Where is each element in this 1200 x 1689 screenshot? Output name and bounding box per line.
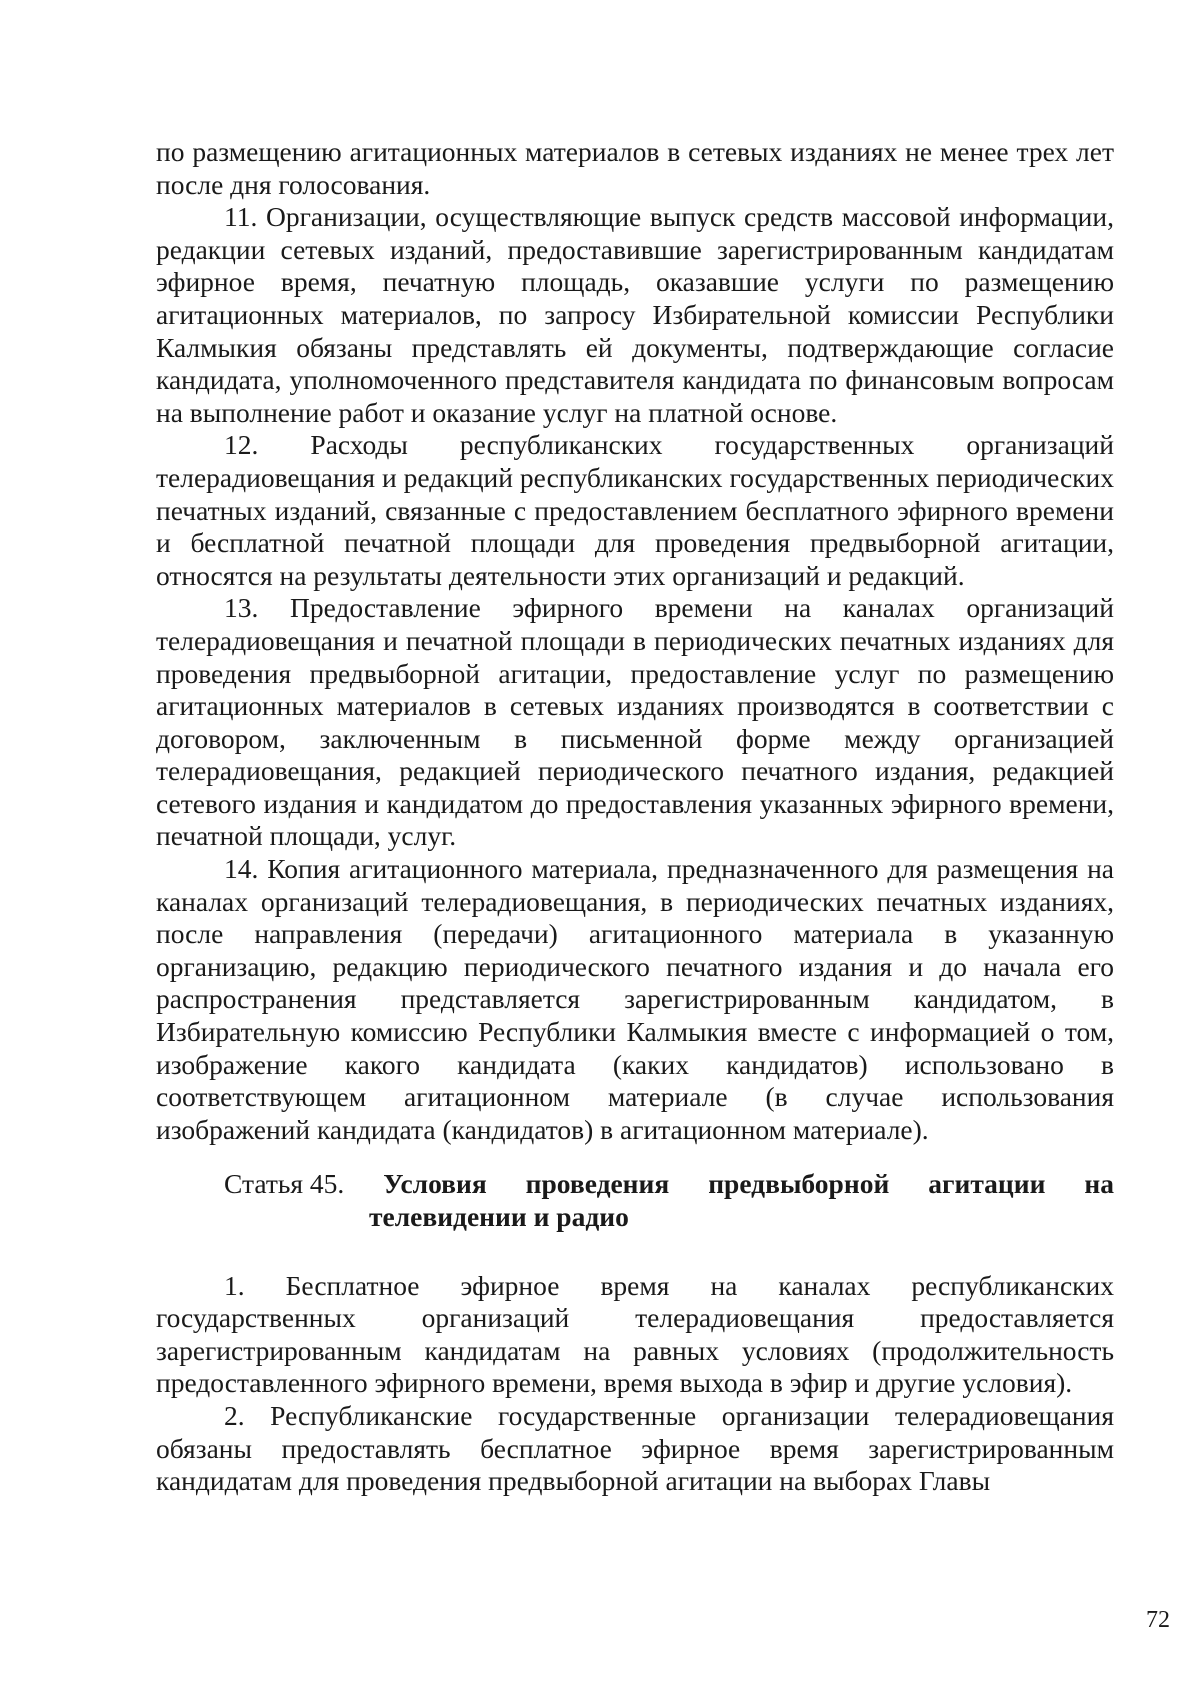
page-number: 72 [1146,1607,1170,1633]
article-title-word: проведения [525,1168,670,1200]
article-title-word: на [1084,1168,1114,1200]
paragraph: 1. Бесплатное эфирное время на каналах республиканских государственных организаций телерадиовещания предоставляется зарегистрированным кандидатам на равных условиях (продолжительность предоставленного эфирного времени, время выхода в эфир и другие условия). [156,1269,1114,1399]
paragraph: 14. Копия агитационного материала, предназначенного для размещения на каналах организаций телерадиовещания, в периодических печатных изданиях, после направления (передачи) агитационного материала в указанную организацию, редакцию периодического печатного издания и до начала его распространения представляется зарегистрированным кандидатом, в Избирательную комиссию Республики Калмыкия вместе с информацией о том, изображение какого кандидата (каких кандидатов) использовано в соответствующем агитационном материале (в случае использования изображений кандидата (кандидатов) в агитационном материале). [156,853,1114,1145]
paragraphs-after-article [156,1270,1114,1498]
article-label: Статья 45. [224,1168,345,1200]
article-title-word: Условия [383,1168,487,1200]
article-heading [156,1168,1114,1233]
article-heading-line1 [156,1168,1114,1201]
paragraph: по размещению агитационных материалов в сетевых изданиях не менее трех лет после дня голосования. [156,136,1114,200]
article-title-line2: телевидении и радио [369,1201,629,1232]
paragraph: 13. Предоставление эфирного времени на каналах организаций телерадиовещания и печатной площади в периодических печатных изданиях для проведения предвыборной агитации, предоставление услуг по размещению агитационных материалов в сетевых изданиях производятся в соответствии с договором, заключенным в письменной форме между организацией телерадиовещания, редакцией периодического печатного издания, редакцией сетевого издания и кандидатом до предоставления указанных эфирного времени, печатной площади, услуг. [156,592,1114,852]
article-title-word: предвыборной [708,1168,890,1200]
paragraphs-before-article [156,136,1114,1146]
paragraph: 12. Расходы республиканских государственных организаций телерадиовещания и редакций республиканских государственных периодических печатных изданий, связанные с предоставлением бесплатного эфирного времени и бесплатной печатной площади для проведения предвыборной агитации, относятся на результаты деятельности этих организаций и редакций. [156,429,1114,591]
document-body [156,136,1114,1498]
paragraph: 2. Республиканские государственные организации телерадиовещания обязаны предоставлять бесплатное эфирное время зарегистрированным кандидатам для проведения предвыборной агитации на выборах Главы [156,1399,1114,1497]
article-title-word: агитации [928,1168,1046,1200]
paragraph: 11. Организации, осуществляющие выпуск средств массовой информации, редакции сетевых изданий, предоставившие зарегистрированным кандидатам эфирное время, печатную площадь, оказавшие услуги по размещению агитационных материалов, по запросу Избирательной комиссии Республики Калмыкия обязаны представлять ей документы, подтверждающие согласие кандидата, уполномоченного представителя кандидата по финансовым вопросам на выполнение работ и оказание услуг на платной основе. [156,201,1114,428]
